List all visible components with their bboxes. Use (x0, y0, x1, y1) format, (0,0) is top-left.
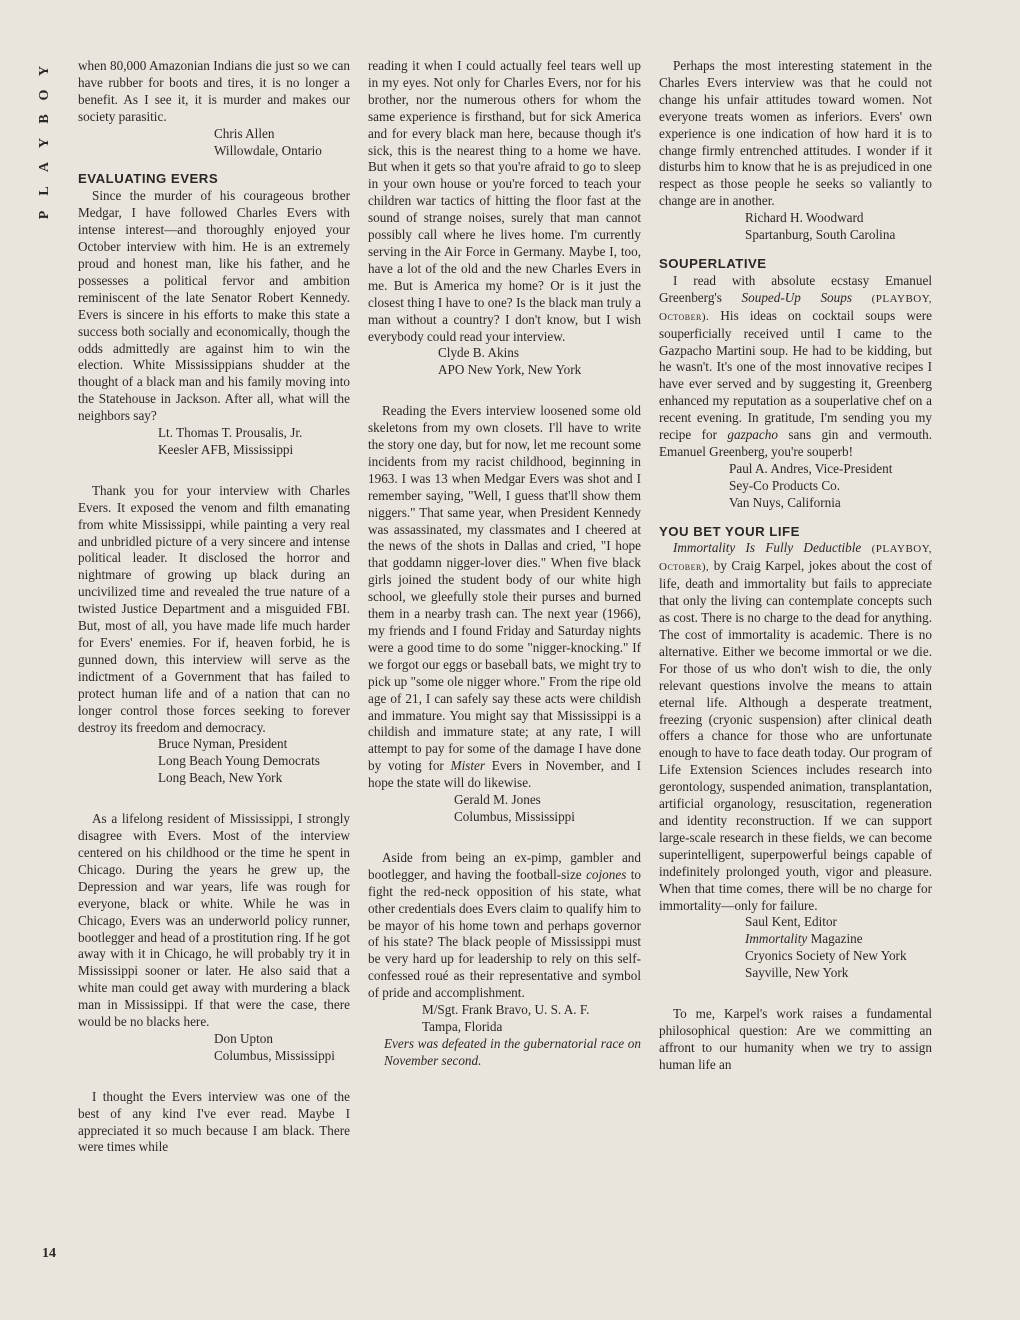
signature-publication: Immortality Magazine (745, 931, 863, 947)
signature-location: Long Beach, New York (158, 770, 283, 786)
letter-signature (368, 792, 641, 826)
letter-paragraph: when 80,000 Amazonian Indians die just so we can have rubber for boots and tires, it is no longer a benefit. As I see it, it is murder and makes our society parasitic. (78, 58, 350, 124)
letter-paragraph: Reading the Evers interview loosened some old skeletons from my own closets. I'll have to write the story one day, but for now, let me recount some incidents from my racist childhood, beginning in 1963. I was 13 when Medgar Evers was shot and I remember saying, "Well, I guess that'll show them niggers." That same year, when President Kennedy was assassinated, my classmates and I cheered at the news of the shots in Dallas and cried, "I hope that goddamn nigger-lover dies." When five black girls joined the student body of our white high school, we gleefully stole their purses and burned them in a nearby trash can. The next year (1966), my friends and I found Friday and Saturday nights were a good time to do some "nigger-knocking." If we forgot our eggs or baseball bats, we might try to pick up "some ole nigger whore." From the ripe old age of 21, I can safely say these acts were childish and immature. You might say that Mississippi is a childish and immature state; at any rate, I will attempt to pay for some of the damage I have done by voting for Mister Evers in November, and I hope the state will do likewise. (368, 403, 641, 791)
signature-name: Lt. Thomas T. Prousalis, Jr. (158, 425, 303, 441)
signature-name: Don Upton (214, 1030, 273, 1046)
letter-paragraph: reading it when I could actually feel tears well up in my eyes. Not only for Charles Evers, nor for his brother, nor the numerous others for whom the same experience is firsthand, but for sick America and for every black man here, because though it's sick, this is the nearest thing to a home we have. But when it gets so that you're afraid to go to sleep in your own house or you're forced to teach your children war tactics of hitting the floor fast at the sound of strange noises, surely that man cannot possibly call where he lives home. I'm currently serving in the Air Force in Germany. Maybe I, too, have a lot of the old and the new Charles Evers in me. But is America my home? Or is it just the closest thing I have to one? Is the black man truly a man without a country? I don't know, but I wish everybody could read your interview. (368, 58, 641, 344)
logo-letter: Y (37, 65, 52, 77)
letter-paragraph: I thought the Evers interview was one of the best of any kind I've ever read. Maybe I appreciated it so much because I am black. There were times while (78, 1088, 350, 1155)
letter-paragraph: Perhaps the most interesting statement in the Charles Evers interview was that he could not change his unfair attitudes toward women. Not everyone treats women as inferiors. Evers' own experience is one indication of how hard it is to change firmly entrenched attitudes. I wonder if it disturbs him to know that he is as prejudiced in one respect as those people he seeks so valiantly to change are in another. (659, 58, 932, 209)
signature-name: M/Sgt. Frank Bravo, U. S. A. F. (422, 1002, 590, 1018)
letter-signature (78, 126, 350, 160)
signature-location: Tampa, Florida (422, 1018, 503, 1034)
letter-paragraph: Since the murder of his courageous brother Medgar, I have followed Charles Evers with intense interest—and thoroughly enjoyed your October interview with him. He is an extremely proud and honest man, like his father, and he possesses a political fervor and ambition reminiscent of the late Senator Robert Kennedy. Evers is sincere in his efforts to make this state a success both socially and economically, though the odds admittedly are against him to win the election. White Mississippians shudder at the thought of a black man and his family moving into the Statehouse in Jackson. After all, what will the neighbors say? (78, 188, 350, 424)
signature-location: APO New York, New York (438, 362, 582, 378)
signature-name: Bruce Nyman, President (158, 736, 288, 752)
letter-paragraph: Thank you for your interview with Charles Evers. It exposed the venom and filth emanating from white Mississippi, while painting a very real and unbridled picture of a very sincere and intense political leader. It disclosed the horror and nightmare of growing up black during an uncivilized time and revealed the true nature of a twisted Justice Department and a misguided FBI. But, most of all, you have made life much harder for Evers' enemies. For if, heaven forbid, he is gunned down, this interview will serve as the indictment of a Government that has failed to protect human life and of a nation that can no longer control those forces seeking to forever destroy its freedom and democracy. (78, 482, 350, 735)
column-1 (78, 58, 350, 1156)
letter-signature (659, 461, 932, 512)
letter-signature (78, 425, 350, 459)
logo-letter: Y (37, 137, 52, 149)
signature-name: Clyde B. Akins (438, 345, 519, 361)
signature-location: Willowdale, Ontario (214, 142, 322, 158)
signature-name: Chris Allen (214, 125, 275, 141)
letter-paragraph: As a lifelong resident of Mississippi, I strongly disagree with Evers. Most of the interview centered on his childhood or the time he spent in Chicago. During the years he grew up, the Depression and war years, life was rough for everyone, black or white. While he was in Chicago, Evers was an underworld policy runner, bootlegger and head of a prostitution ring. If he got away with it in Chicago, he will probably try it in Mississippi sooner or later. He also said that a white man could get away with murdering a black man in Mississippi. If that were the case, there would be no blacks here. (78, 811, 350, 1030)
letter-paragraph: To me, Karpel's work raises a fundamental philosophical question: Are we committing an affront to our humanity when we try to assign human life an (659, 1006, 932, 1072)
signature-location: Columbus, Mississippi (214, 1047, 335, 1063)
signature-organization: Long Beach Young Democrats (158, 753, 320, 769)
logo-letter: L (37, 186, 52, 196)
section-heading: SOUPERLATIVE (659, 255, 767, 271)
page-number: 14 (42, 1246, 56, 1261)
column-3 (659, 58, 932, 1074)
letter-paragraph: I read with absolute ecstasy Emanuel Greenberg's Souped-Up Soups (PLAYBOY, October). His ideas on cocktail soups were souperficially received until I came to the Gazpacho Martini soup. He had to be kidding, but he wasn't. It's one of the most innovative recipes I have ever served and by suggesting it, Greenberg enhanced my reputation as a souperlative chef on a recent evening. In gratitude, I'm sending you my recipe for gazpacho sans gin and vermouth. Emanuel Greenberg, you're souperb! (659, 272, 933, 459)
signature-organization: Cryonics Society of New York (745, 948, 907, 964)
signature-name: Gerald M. Jones (454, 792, 541, 808)
column-2 (368, 58, 641, 1070)
signature-location: Van Nuys, California (729, 494, 841, 510)
signature-name: Richard H. Woodward (745, 210, 864, 226)
letter-signature (659, 210, 932, 244)
letter-signature (78, 736, 350, 787)
letter-signature (368, 1002, 641, 1036)
section-heading: EVALUATING EVERS (78, 171, 219, 187)
editor-note: Evers was defeated in the gubernatorial race on November second. (384, 1035, 641, 1068)
signature-organization: Sey-Co Products Co. (729, 477, 840, 493)
signature-name: Paul A. Andres, Vice-President (729, 460, 893, 476)
section-heading: YOU BET YOUR LIFE (659, 523, 800, 539)
letter-signature (659, 914, 932, 982)
letter-paragraph: Immortality Is Fully Deductible (PLAYBOY, October), by Craig Karpel, jokes about the cost of life, death and immortality but fails to appreciate that only the living can contemplate concepts such as cost. There is no charge to the dead for anything. The cost of immortality is academic. There is no alternative. Either we become immortal or we die. For those of us who don't wish to die, the only relevant questions involve the means to attain eternal life. Although a desperate treatment, freezing (cryonic suspension) after clinical death offers a chance for those who are unfortunate enough to have to face death today. Our program of Life Extension Sciences includes research into gerontology, suspended animation, transplantation, artificial organology, resuscitation, regeneration and identity reconstruction. If we can support large-scale research in these fields, we can become superintelligent, superpowerful beings capable of indefinitely prolonged youth, vigor and pleasure. When that time comes, there will be no charge for immortality—only for failure. (659, 540, 933, 913)
logo-letter: A (37, 161, 52, 173)
signature-location: Keesler AFB, Mississippi (158, 441, 294, 457)
signature-name: Saul Kent, Editor (745, 914, 837, 930)
logo-letter: P (37, 210, 52, 220)
letter-signature (78, 1031, 350, 1065)
letter-paragraph: Aside from being an ex-pimp, gambler and bootlegger, and having the football-size cojones to fight the red-neck opposition of his state, what other credentials does Evers claim to qualify him to be mayor of his home town and perhaps governor of his state? The black people of Mississippi must be very hard up for leadership to rely on this self-confessed roué as their representative and symbol of pride and accomplishment. (368, 849, 642, 1001)
signature-location: Spartanburg, South Carolina (745, 227, 896, 243)
signature-location: Sayville, New York (745, 965, 849, 981)
logo-letter: B (37, 114, 52, 124)
signature-location: Columbus, Mississippi (454, 808, 575, 824)
letter-signature (368, 345, 641, 379)
logo-letter: O (37, 89, 52, 101)
magazine-vertical-logo (36, 62, 54, 224)
